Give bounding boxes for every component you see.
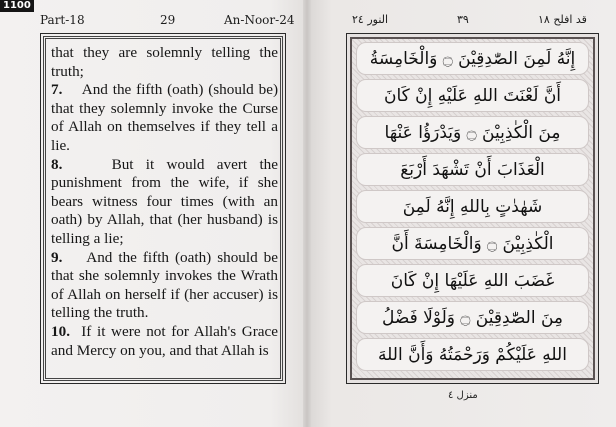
- surah-label-arabic: النور ٢٤: [352, 13, 389, 26]
- verse-7: 7. And the fifth (oath) (should be) that they solemnly invoke the Curse of Allah on themselves if they tell a lie.: [51, 81, 279, 154]
- verse-number: 9.: [51, 248, 63, 266]
- arabic-line: مِنَ الصّٰدِقِيْنَ ۝ وَلَوْلَا فَضْلُ: [356, 301, 589, 334]
- arabic-line: اللهِ عَلَيْكُمْ وَرَحْمَتُهُ وَأَنَّ اللهَ: [356, 338, 589, 371]
- surah-label: An-Noor-24: [224, 13, 295, 27]
- verse-9: 9. And the fifth (oath) should be that she solemnly invokes the Wrath of Allah on herself if (her accuser) is telling the truth.: [51, 248, 278, 322]
- verse-number: 10.: [51, 322, 70, 340]
- arabic-line: الْكٰذِبِيْنَ ۝ وَالْخَامِسَةَ أَنَّ: [356, 227, 589, 260]
- arabic-line: أَنَّ لَعْنَتَ اللهِ عَلَيْهِ إِنْ كَانَ: [356, 79, 589, 112]
- arabic-line: إِنَّهُ لَمِنَ الصّٰدِقِيْنَ ۝ وَالْخَامِسَةُ: [356, 42, 589, 75]
- right-page-number: ٣٩: [457, 13, 469, 26]
- verse-8: 8. But it would avert the punishment from the wife, if she bears witness four times (with an oath) by Allah, that (her husband) is telling a lie;: [51, 155, 278, 247]
- part-label: Part-18: [40, 13, 85, 27]
- verse-number: 7.: [51, 81, 63, 99]
- page-index-badge: 1100: [0, 0, 34, 12]
- translation-text: [51, 44, 278, 360]
- verse-10: 10. If it were not for Allah's Grace and Mercy on you, and that Allah is: [51, 322, 278, 359]
- verse-number: 8.: [51, 155, 63, 173]
- arabic-frame: [346, 33, 599, 384]
- left-page-number: 29: [160, 13, 176, 27]
- manzil-footer: منزل ٤: [448, 390, 478, 401]
- translation-frame: [40, 33, 286, 384]
- book-gutter: [303, 0, 311, 427]
- arabic-line: الْعَذَابَ أَنْ تَشْهَدَ أَرْبَعَ: [356, 153, 589, 186]
- juz-label: قد افلح ١٨: [538, 13, 587, 26]
- arabic-line: غَضَبَ اللهِ عَلَيْهَا إِنْ كَانَ: [356, 264, 589, 297]
- arabic-line: مِنَ الْكٰذِبِيْنَ ۝ وَيَدْرَؤُا عَنْهَا: [356, 116, 589, 149]
- verse-6-continuation: that they are solemnly telling the truth;: [51, 44, 278, 80]
- arabic-line: شَهٰدٰتٍ بِاللهِ إِنَّهُ لَمِنَ: [356, 190, 589, 223]
